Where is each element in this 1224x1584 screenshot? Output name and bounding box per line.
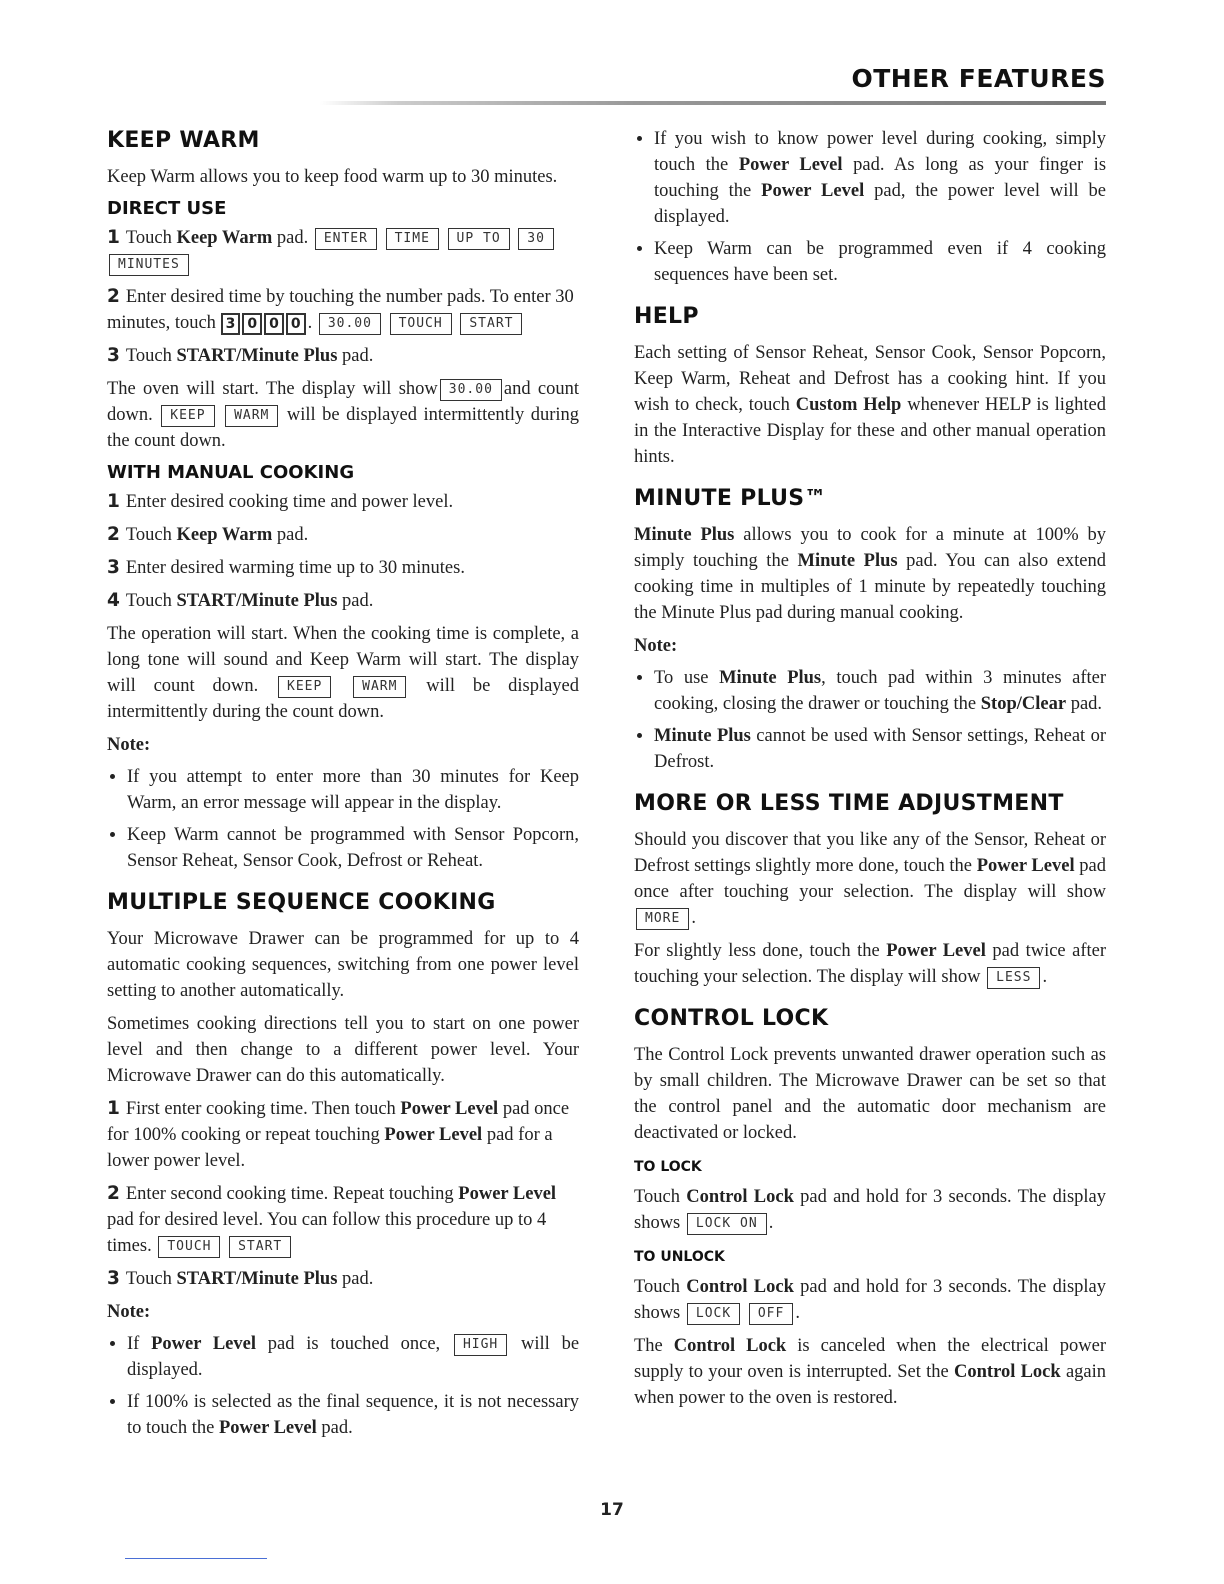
note-text: pad. As long as your finger is touching the: [654, 155, 1107, 201]
keep-warm-heading: KEEP WARM: [107, 128, 260, 153]
step-text: Enter desired warming time up to 30 minutes.: [125, 558, 465, 578]
display-readout: 30: [518, 228, 554, 250]
paragraph-text: pad twice after touching your selection. The display will show: [634, 941, 1107, 987]
number-key-icon: 0: [264, 313, 284, 335]
step-text: Touch: [125, 228, 172, 248]
step-text: Enter desired cooking time and power level.: [125, 492, 454, 512]
paragraph-text: pad and hold for 3 seconds. The display shows: [634, 1277, 1107, 1323]
minute-plus-paragraph: [634, 522, 1106, 626]
note-item: • Keep Warm can be programmed even if 4 cooking sequences have been set.: [654, 236, 1106, 288]
multiple-notes-continued: [634, 126, 1106, 288]
bold-text: START/Minute Plus: [176, 1269, 338, 1289]
step-text: pad.: [342, 346, 374, 366]
paragraph-text: will be displayed intermittently during the count down.: [107, 676, 580, 722]
display-readout: UP TO: [448, 228, 510, 250]
note-label: Note:: [107, 1302, 151, 1322]
bold-text: Power Level: [738, 155, 843, 175]
note-text: pad.: [321, 1418, 353, 1438]
note-text: If you wish to know power level during cooking, simply touch the: [654, 129, 1106, 175]
manual-step-1: [107, 489, 579, 515]
note-text: , touch pad within 3 minutes after cooking, closing the drawer or touching the: [654, 668, 1107, 714]
note-text: If 100% is selected as the final sequence, it is not necessary to touch the: [127, 1392, 579, 1438]
multiple-p2: Sometimes cooking directions tell you to start on one power level and then change to a different power level. Your Microwave Drawer can do this automatically.: [107, 1014, 579, 1086]
step-text: pad for desired level. You can follow this procedure up to 4 times.: [107, 1210, 547, 1256]
bold-text: Power Level: [218, 1418, 317, 1438]
bold-text: Power Level: [400, 1099, 499, 1119]
display-readout: HIGH: [454, 1334, 507, 1356]
control-lock-p2: [634, 1333, 1106, 1411]
bold-text: Keep Warm: [176, 525, 273, 545]
display-readout: START: [460, 313, 522, 335]
number-key-icon: 0: [286, 313, 306, 335]
step-text: pad.: [342, 1269, 374, 1289]
number-key-icon: 3: [221, 313, 241, 335]
step-text: pad once for 100% cooking or repeat touching: [107, 1099, 570, 1145]
paragraph-text: pad and hold for 3 seconds. The display shows: [634, 1187, 1107, 1233]
note-item: [654, 126, 1106, 230]
right-column: [634, 126, 1106, 1418]
control-lock-heading: CONTROL LOCK: [634, 1006, 829, 1031]
control-lock-p1: The Control Lock prevents unwanted drawer operation such as by small children. The Microwave Drawer can be set so that the control panel and the automatic door mechanism are deactivated or locked.: [634, 1045, 1106, 1143]
step-text: Enter desired time by touching the number pads. To enter 30 minutes, touch: [107, 287, 574, 333]
step-text: pad.: [276, 228, 309, 248]
step-text: pad.: [276, 525, 309, 545]
step-number: 2: [107, 286, 120, 307]
manual-step-3: [107, 555, 579, 581]
paragraph-text: will be displayed intermittently during the count down.: [107, 405, 580, 451]
display-readout: LESS: [987, 967, 1040, 989]
page-number: 17: [600, 1500, 624, 1520]
direct-use-result: [107, 376, 579, 454]
note-item: • If you attempt to enter more than 30 minutes for Keep Warm, an error message will appear in the display.: [127, 764, 579, 816]
bold-text: Control Lock: [954, 1362, 1061, 1382]
display-readout: TOUCH: [158, 1236, 220, 1258]
step-text: First enter cooking time. Then touch: [125, 1099, 396, 1119]
manual-notes: [107, 764, 579, 874]
more-less-p1: Should you discover that you like any of the Sensor, Reheat or Defrost settings slightly more done, touch the Power Level pad once after touching your selection. The display will show MORE .: [634, 830, 1107, 928]
multiple-sequence-heading: MULTIPLE SEQUENCE COOKING: [107, 890, 496, 915]
direct-use-heading: DIRECT USE: [107, 198, 227, 219]
display-readout: TOUCH: [390, 313, 452, 335]
note-text: pad.: [1070, 694, 1103, 714]
manual-result: [107, 621, 579, 725]
bold-text: Minute Plus: [654, 726, 751, 746]
step-text: Touch: [125, 525, 172, 545]
display-readout: WARM: [225, 405, 278, 427]
note-text: If: [127, 1334, 140, 1354]
paragraph-text: is canceled when the electrical power supply to your oven is interrupted. Set the: [634, 1336, 1107, 1382]
bold-text: Control Lock: [686, 1277, 794, 1297]
display-readout: KEEP: [278, 676, 331, 698]
bold-text: Power Level: [151, 1334, 256, 1354]
number-key-icon: 0: [242, 313, 262, 335]
to-unlock-heading: TO UNLOCK: [634, 1249, 725, 1265]
note-item: [654, 723, 1106, 775]
page-title: OTHER FEATURES: [851, 64, 1106, 93]
step-text: pad for a lower power level.: [107, 1125, 553, 1171]
bold-text: Power Level: [761, 181, 865, 201]
bold-text: START/Minute Plus: [176, 591, 338, 611]
multiple-step-3: [107, 1266, 579, 1292]
step-text: Enter second cooking time. Repeat touching: [125, 1184, 454, 1204]
paragraph-text: and count down.: [107, 379, 580, 425]
paragraph-text: again when power to the oven is restored.: [634, 1362, 1107, 1408]
manual-cooking-heading: WITH MANUAL COOKING: [107, 462, 355, 483]
bold-text: Power Level: [976, 856, 1075, 876]
display-readout: WARM: [353, 676, 406, 698]
to-unlock-paragraph: Touch Control Lock pad and hold for 3 seconds. The display shows LOCK OFF .: [634, 1277, 1107, 1323]
paragraph-text: For slightly less done, touch the: [634, 941, 880, 961]
paragraph-text: Touch: [634, 1277, 680, 1297]
display-readout: MORE: [636, 908, 689, 930]
paragraph-text: The oven will start. The display will show: [107, 379, 438, 399]
bold-text: START/Minute Plus: [176, 346, 338, 366]
step-number: 1: [107, 227, 120, 248]
paragraph-text: The: [634, 1336, 663, 1356]
paragraph-text: Should you discover that you like any of the Sensor, Reheat or Defrost settings slightly more done, touch the: [634, 830, 1106, 876]
help-heading: HELP: [634, 304, 699, 329]
paragraph-text: pad once after touching your selection. The display will show: [634, 856, 1107, 902]
to-lock-heading: TO LOCK: [634, 1159, 702, 1175]
bottom-rule: [125, 1558, 267, 1559]
multiple-step-1: [107, 1096, 579, 1174]
to-lock-paragraph: Touch Control Lock pad and hold for 3 seconds. The display shows LOCK ON .: [634, 1187, 1107, 1233]
step-number: 3: [107, 1268, 120, 1289]
bold-text: Power Level: [458, 1184, 557, 1204]
paragraph-text: whenever HELP is lighted in the Interactive Display for these and other manual operation hints.: [634, 395, 1107, 467]
more-less-p2: For slightly less done, touch the Power Level pad twice after touching your selection. The display will show LESS .: [634, 941, 1107, 987]
direct-use-step-2: 2 Enter desired time by touching the number pads. To enter 30 minutes, touch 3 0 0 0 . 30.00 TOUCH START: [107, 286, 574, 333]
step-text: Touch: [125, 1269, 172, 1289]
note-label: Note:: [634, 636, 678, 656]
bold-text: Power Level: [384, 1125, 483, 1145]
bold-text: Power Level: [886, 941, 986, 961]
paragraph-text: allows you to cook for a minute at 100% by simply touching the: [634, 525, 1107, 571]
bold-text: Control Lock: [686, 1187, 794, 1207]
note-text: To use: [654, 668, 709, 688]
left-column: [107, 126, 579, 1447]
direct-use-step-3: [107, 343, 579, 369]
display-readout: OFF: [749, 1303, 793, 1325]
bold-text: Custom Help: [795, 395, 902, 415]
paragraph-text: pad. You can also extend cooking time in multiples of 1 minute by repeatedly touching the Minute Plus pad during manual cooking.: [634, 551, 1106, 623]
display-readout: ENTER: [315, 228, 377, 250]
paragraph-text: Each setting of Sensor Reheat, Sensor Cook, Sensor Popcorn, Keep Warm, Reheat and Defrost has a cooking hint. If you wish to check, touch: [634, 343, 1106, 415]
display-readout: 30.00: [319, 313, 381, 335]
note-item: [127, 1331, 579, 1383]
note-text: will be displayed.: [127, 1334, 580, 1380]
step-number: 2: [107, 524, 120, 545]
bold-text: Keep Warm: [176, 228, 273, 248]
note-item: [127, 1389, 579, 1441]
step-number: 1: [107, 491, 120, 512]
step-number: 1: [107, 1098, 120, 1119]
step-number: 2: [107, 1183, 120, 1204]
display-readout: LOCK ON: [687, 1213, 767, 1235]
step-number: 3: [107, 345, 120, 366]
manual-step-4: [107, 588, 579, 614]
multiple-notes: [107, 1331, 579, 1441]
bold-text: Stop/Clear: [980, 694, 1067, 714]
help-paragraph: [634, 340, 1106, 470]
minute-plus-heading: MINUTE PLUS™: [634, 486, 827, 511]
bold-text: Minute Plus: [719, 668, 822, 688]
step-number: 4: [107, 590, 120, 611]
display-readout: KEEP: [161, 405, 214, 427]
step-number: 3: [107, 557, 120, 578]
header-rule: [320, 101, 1106, 105]
bold-text: Control Lock: [673, 1336, 787, 1356]
note-text: pad, the power level will be displayed.: [654, 181, 1107, 227]
multiple-p1: Your Microwave Drawer can be programmed for up to 4 automatic cooking sequences, switching from one power level setting to another automatically.: [107, 929, 579, 1001]
multiple-step-2: [107, 1181, 579, 1259]
step-text: Touch: [125, 591, 172, 611]
more-less-heading: MORE OR LESS TIME ADJUSTMENT: [634, 791, 1064, 816]
display-readout: LOCK: [687, 1303, 740, 1325]
paragraph-text: The operation will start. When the cooking time is complete, a long tone will sound and Keep Warm will start. The display will count down.: [107, 624, 579, 696]
step-text: Touch: [125, 346, 172, 366]
display-readout: START: [229, 1236, 291, 1258]
bold-text: Minute Plus: [634, 525, 735, 545]
manual-step-2: [107, 522, 579, 548]
display-readout: TIME: [386, 228, 439, 250]
note-text: cannot be used with Sensor settings, Reheat or Defrost.: [654, 726, 1106, 772]
note-item: • Keep Warm cannot be programmed with Sensor Popcorn, Sensor Reheat, Sensor Cook, Defrost or Reheat.: [127, 822, 579, 874]
bold-text: Minute Plus: [797, 551, 898, 571]
minute-plus-notes: [634, 665, 1106, 775]
note-text: pad is touched once,: [267, 1334, 441, 1354]
keep-warm-intro: Keep Warm allows you to keep food warm up to 30 minutes.: [107, 167, 558, 187]
paragraph-text: Touch: [634, 1187, 680, 1207]
direct-use-step-1: [107, 225, 579, 277]
note-item: [654, 665, 1106, 717]
display-readout: MINUTES: [109, 254, 189, 276]
step-text: pad.: [342, 591, 374, 611]
note-label: Note:: [107, 735, 151, 755]
display-readout: 30.00: [440, 379, 502, 401]
